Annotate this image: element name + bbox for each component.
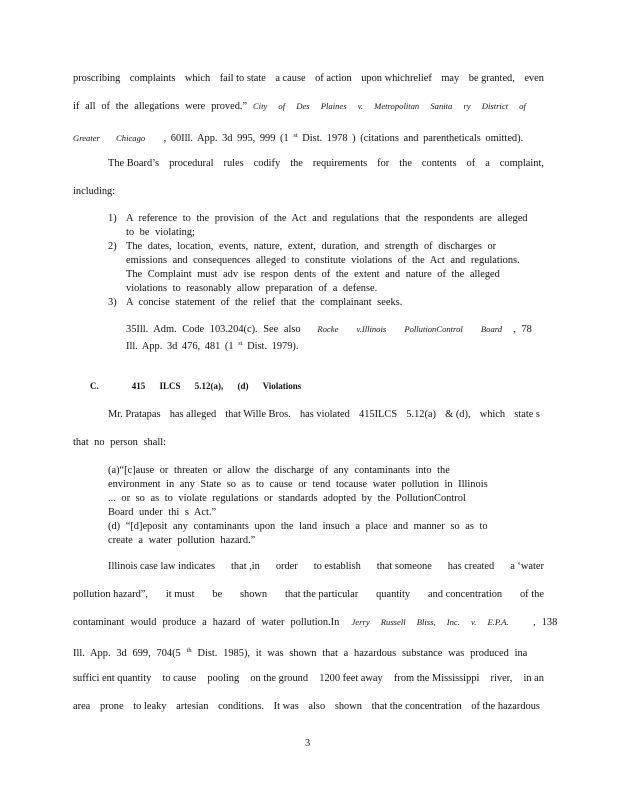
text-segment: has created xyxy=(447,561,495,572)
list-number: 2) xyxy=(108,241,117,252)
text-segment: a cause xyxy=(275,73,306,84)
text-segment: of the xyxy=(519,589,544,600)
paragraph-line xyxy=(108,157,544,170)
text-segment: for xyxy=(377,158,390,169)
text-segment: conditions. xyxy=(218,701,264,712)
text-segment: shown xyxy=(239,589,268,600)
section-title: 415 ILCS 5.12(a), (d) Violations xyxy=(131,381,302,391)
list-item-line: A reference to the provision of the Act and regulations that the respondents are alleged xyxy=(126,213,528,224)
text-segment: of action xyxy=(315,73,352,84)
body-text: Dist. 1985), it was shown that a hazardous substance was produced ina xyxy=(197,648,528,659)
quote-line: environment in any State so as to cause or tend tocause water pollution in Illinois xyxy=(108,479,488,490)
case-name: Rocke v.Illinois PollutionControl Board xyxy=(317,324,503,334)
text-segment: 1200 feet away xyxy=(319,673,383,684)
list-item-line: violations to reasonably allow preparation of a defense. xyxy=(126,283,378,294)
paragraph-line xyxy=(73,100,544,113)
text-segment: river, xyxy=(490,673,513,684)
paragraph-line xyxy=(73,616,557,629)
text-segment: it must xyxy=(165,589,195,600)
citation-text: Ill. App. 3d 699, 704(5 xyxy=(73,648,181,659)
section-letter: C. xyxy=(90,381,99,391)
text-segment: that the particular xyxy=(284,589,359,600)
superscript: th xyxy=(186,647,192,654)
paragraph-line xyxy=(108,560,544,573)
quote-line: create a water pollution hazard.” xyxy=(108,535,256,546)
quote-line: (d) “[d]eposit any contaminants upon the land insuch a place and manner so as to xyxy=(108,521,488,532)
text-segment: order xyxy=(275,561,298,572)
text-segment: of the hazardous xyxy=(471,701,540,712)
text-segment: quantity xyxy=(376,589,411,600)
text-segment: and concentration xyxy=(427,589,503,600)
case-name: Greater Chicago xyxy=(73,133,146,143)
text-segment: area xyxy=(73,701,91,712)
text-segment: codify xyxy=(253,158,281,169)
citation-text: 35Ill. Adm. Code 103.204(c). See also xyxy=(126,324,301,335)
list-item-line: emissions and consequences alleged to constitute violations of the Act and regulations. xyxy=(126,255,520,266)
text-segment: may xyxy=(441,73,460,84)
text-segment: has alleged xyxy=(169,409,217,420)
text-segment: to establish xyxy=(313,561,361,572)
text-segment: complaint, xyxy=(499,158,544,169)
text-segment: Illinois case law indicates xyxy=(108,561,216,572)
text-segment: It was xyxy=(273,701,299,712)
text-segment: Mr. Pratapas xyxy=(108,409,161,420)
text-segment: artesian xyxy=(176,701,209,712)
text-segment: upon whichrelief xyxy=(361,73,432,84)
superscript: st xyxy=(238,340,243,347)
text-segment: & (d), xyxy=(445,409,471,420)
citation-text: Ill. App. 3d 476, 481 (1 xyxy=(126,341,234,352)
text-segment: suffici ent quantity xyxy=(73,673,152,684)
case-name: Jerry Russell Bliss, Inc. v. E.P.A. xyxy=(351,617,509,627)
text-segment: which xyxy=(479,409,506,420)
list-item-line: A concise statement of the relief that the complainant seeks. xyxy=(126,297,403,308)
paragraph-line xyxy=(73,72,544,85)
paragraph-line xyxy=(73,672,544,685)
case-name: City of Des Plaines v. Metropolitan Sanita ry District of xyxy=(252,101,526,111)
list-number: 1) xyxy=(108,213,117,224)
text-segment: contents xyxy=(421,158,457,169)
text-segment: pollution hazard”, xyxy=(73,589,149,600)
paragraph-line xyxy=(73,644,527,660)
body-text: if all of the allegations were proved.” xyxy=(73,101,248,112)
text-segment: from the Mississippi xyxy=(393,673,480,684)
citation-text: Dist. 1979). xyxy=(247,341,299,352)
quote-line: (a)“[c]ause or threaten or allow the discharge of any contaminants into the xyxy=(108,465,450,476)
text-segment: procedural xyxy=(169,158,214,169)
text-segment: in an xyxy=(523,673,544,684)
text-segment: the xyxy=(290,158,303,169)
list-item-line: to be violating; xyxy=(126,227,195,238)
body-text: contaminant would produce a hazard of water pollution.In xyxy=(73,617,340,628)
section-heading xyxy=(90,380,301,393)
list-item-line: The dates, location, events, nature, extent, duration, and strength of discharges or xyxy=(126,241,497,252)
paragraph-line xyxy=(108,408,540,421)
text-segment: complaints xyxy=(129,73,176,84)
citation-line xyxy=(126,337,298,353)
citation-text: , 138 xyxy=(532,617,558,628)
list-item-line: The Complaint must adv ise respon dents of the extent and nature of the alleged xyxy=(126,269,500,280)
page-number: 3 xyxy=(305,738,311,749)
text-segment: state s xyxy=(514,409,540,420)
text-segment: on the ground xyxy=(250,673,309,684)
text-segment: be xyxy=(212,589,223,600)
citation-line xyxy=(126,323,532,336)
text-segment: a ‘water xyxy=(510,561,544,572)
citation-text: Dist. 1978 ) (citations and parentheticals omitted). xyxy=(302,133,524,144)
text-segment: be granted, xyxy=(468,73,515,84)
paragraph-line xyxy=(73,700,540,713)
text-segment: requirements xyxy=(312,158,368,169)
citation-text: , 60Ill. App. 3d 995, 999 (1 xyxy=(163,133,289,144)
text-segment: prone xyxy=(99,701,124,712)
quote-line: Board under thi s Act.” xyxy=(108,507,217,518)
text-segment: a xyxy=(485,158,490,169)
text-segment: also xyxy=(308,701,326,712)
text-segment: that ,in xyxy=(231,561,260,572)
text-segment: 415ILCS xyxy=(359,409,398,420)
text-segment: that someone xyxy=(376,561,432,572)
paragraph-line: including: xyxy=(73,186,116,197)
text-segment: to cause xyxy=(162,673,197,684)
text-segment: 5.12(a) xyxy=(406,409,436,420)
text-segment: has violated xyxy=(299,409,350,420)
text-segment: rules xyxy=(223,158,244,169)
text-segment: that Wille Bros. xyxy=(225,409,291,420)
list-number: 3) xyxy=(108,297,117,308)
superscript: st xyxy=(293,132,298,139)
text-segment: that the concentration xyxy=(371,701,462,712)
paragraph-line xyxy=(73,588,544,601)
text-segment: proscribing xyxy=(73,73,121,84)
text-segment: fail to state xyxy=(219,73,266,84)
text-segment: to leaky xyxy=(133,701,167,712)
text-segment: The Board’s xyxy=(108,158,160,169)
text-segment: of xyxy=(466,158,476,169)
paragraph-line: that no person shall: xyxy=(73,437,166,448)
paragraph-line xyxy=(73,129,523,145)
text-segment: the xyxy=(399,158,412,169)
text-segment: pooling xyxy=(207,673,240,684)
text-segment: which xyxy=(184,73,211,84)
text-segment: shown xyxy=(334,701,362,712)
quote-line: ... or so as to violate regulations or standards adopted by the PollutionControl xyxy=(108,493,466,504)
text-segment: even xyxy=(524,73,544,84)
citation-text: , 78 xyxy=(513,324,532,335)
